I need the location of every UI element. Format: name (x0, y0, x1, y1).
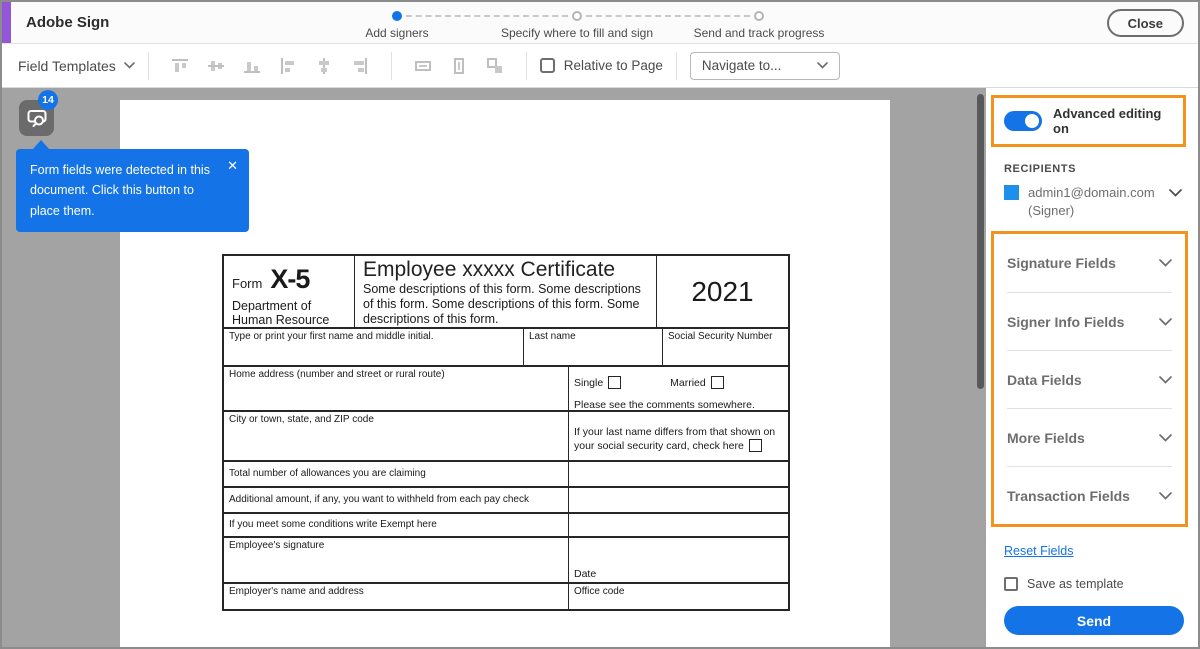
exempt-value-cell (568, 514, 788, 536)
advanced-editing-label: Advanced editing on (1053, 106, 1162, 136)
chevron-down-icon (124, 62, 135, 69)
section-signer-info-fields[interactable] (1007, 292, 1172, 350)
additional-amount-value-cell (568, 488, 788, 512)
step-label-add-signers: Add signers (365, 26, 429, 40)
city-field: City or town, state, and ZIP code (229, 414, 374, 425)
exempt-field: If you meet some conditions write Exempt here (229, 519, 437, 530)
field-templates-label: Field Templates (18, 57, 116, 74)
advanced-editing-highlight-box (991, 95, 1186, 147)
form-allowances-row (224, 460, 788, 486)
tooltip-text: Form fields were detected in this document. Click this button to place them. (30, 163, 210, 218)
name-differs-checkbox[interactable] (749, 439, 762, 452)
form-exempt-row (224, 512, 788, 536)
first-name-field: Type or print your first name and middle initial. (229, 331, 434, 342)
chevron-down-icon (1159, 492, 1172, 500)
form-employer-row (224, 582, 788, 609)
allowances-field: Total number of allowances you are claiming (229, 468, 426, 479)
navigate-to-value: Navigate to... (701, 58, 782, 73)
single-label: Single (574, 377, 604, 389)
recipient-role: (Signer) (1028, 203, 1075, 218)
chevron-down-icon[interactable] (1169, 189, 1182, 197)
comments-note: Please see the comments somewhere. (574, 399, 755, 410)
form-signature-row (224, 536, 788, 582)
save-as-template-checkbox[interactable] (1004, 577, 1198, 591)
recipient-item[interactable] (1004, 185, 1182, 200)
form-year-cell (656, 256, 788, 327)
single-checkbox[interactable] (608, 376, 621, 389)
step-dot (754, 11, 764, 21)
advanced-editing-toggle[interactable] (1004, 111, 1042, 131)
align-vertical-center-icon[interactable] (202, 53, 230, 79)
date-label: Date (574, 568, 597, 580)
form-name-row (224, 327, 788, 365)
toolbar-divider (391, 52, 392, 80)
right-sidebar (986, 88, 1198, 647)
additional-amount-field: Additional amount, if any, you want to withheld from each pay check (229, 494, 529, 505)
name-differs-note: If your last name differs from that shown on your social security card, check here (574, 426, 776, 453)
form-code: X-5 (270, 264, 310, 294)
match-height-icon[interactable] (445, 53, 473, 79)
section-signature-fields[interactable] (1007, 234, 1172, 292)
align-horizontal-center-icon[interactable] (310, 53, 338, 79)
toolbar-divider (676, 52, 677, 80)
toolbar-divider (526, 52, 527, 80)
match-size-icon[interactable] (481, 53, 509, 79)
section-label: Signature Fields (1007, 255, 1116, 271)
form-code-cell (224, 256, 354, 327)
recipient-color-swatch (1004, 185, 1019, 200)
chevron-down-icon (1159, 376, 1172, 384)
stepper-connector (406, 15, 568, 17)
field-sections-highlight-box (991, 231, 1188, 527)
employee-signature-field: Employee's signature (229, 540, 325, 551)
last-name-field: Last name (523, 329, 662, 365)
home-address-field: Home address (number and street or rural route) (229, 369, 445, 380)
employer-field: Employer's name and address (229, 586, 364, 597)
chevron-down-icon (817, 62, 828, 69)
office-code-field: Office code (568, 584, 788, 609)
reset-fields-link[interactable]: Reset Fields (1004, 544, 1074, 558)
section-label: Data Fields (1007, 371, 1082, 388)
stepper-connector (586, 15, 750, 17)
form-title: Employee xxxxx Certificate (363, 258, 616, 281)
name-differs-cell (568, 412, 788, 460)
step-dot (572, 11, 582, 21)
allowances-value-cell (568, 462, 788, 486)
section-label: Signer Info Fields (1007, 313, 1125, 330)
relative-to-page-label: Relative to Page (563, 58, 663, 73)
align-bottom-icon[interactable] (238, 53, 266, 79)
form-title-cell (354, 256, 656, 327)
married-checkbox[interactable] (711, 376, 724, 389)
ssn-field: Social Security Number (662, 329, 788, 365)
step-label-specify: Specify where to fill and sign (500, 26, 654, 40)
document-canvas (2, 88, 986, 647)
match-width-icon[interactable] (409, 53, 437, 79)
step-dot-active (392, 11, 402, 21)
section-data-fields[interactable] (1007, 350, 1172, 408)
align-left-icon[interactable] (274, 53, 302, 79)
toggle-knob (1025, 114, 1039, 128)
navigate-to-select[interactable] (690, 52, 840, 80)
date-cell (568, 538, 788, 582)
app-title: Adobe Sign (26, 14, 110, 31)
vertical-scrollbar[interactable] (977, 94, 984, 389)
recipient-email: admin1@domain.com (1028, 185, 1155, 200)
chevron-down-icon (1159, 318, 1172, 326)
save-as-template-label: Save as template (1027, 577, 1124, 591)
recipients-header: RECIPIENTS (1004, 163, 1077, 175)
align-top-icon[interactable] (166, 53, 194, 79)
section-transaction-fields[interactable] (1007, 466, 1172, 524)
chevron-down-icon (1159, 434, 1172, 442)
form-description: Some descriptions of this form. Some descriptions of this form. Some descriptions of this form. Some descriptions of this form. (363, 282, 641, 326)
main-area (2, 88, 1198, 647)
checkbox-icon (1004, 577, 1018, 591)
section-label: Transaction Fields (1007, 487, 1130, 504)
align-right-icon[interactable] (346, 53, 374, 79)
app-header (2, 2, 1198, 44)
form-header-row (224, 256, 788, 327)
relative-to-page-checkbox[interactable] (540, 58, 663, 73)
tooltip-close-icon[interactable]: ✕ (227, 158, 238, 173)
section-more-fields[interactable] (1007, 408, 1172, 466)
form-city-row (224, 410, 788, 460)
married-label: Married (670, 377, 706, 389)
close-button[interactable]: Close (1107, 9, 1184, 37)
brand-accent-bar (2, 2, 11, 43)
progress-stepper (332, 11, 832, 41)
detect-fields-tooltip (16, 149, 249, 232)
form-table (222, 254, 790, 611)
editor-toolbar (2, 44, 1198, 88)
send-button[interactable]: Send (1004, 606, 1184, 635)
step-label-send-track: Send and track progress (693, 26, 825, 40)
toolbar-divider (148, 52, 149, 80)
checkbox-icon (540, 58, 555, 73)
form-word: Form (232, 276, 263, 291)
chevron-down-icon (1159, 259, 1172, 267)
marital-status-cell (568, 367, 788, 410)
form-department: Department of Human Resource (232, 299, 330, 327)
form-additional-row (224, 486, 788, 512)
section-label: More Fields (1007, 429, 1085, 446)
form-year: 2021 (691, 275, 754, 307)
form-address-row (224, 365, 788, 410)
field-templates-dropdown[interactable] (18, 58, 135, 74)
detected-fields-count-badge: 14 (38, 90, 58, 110)
